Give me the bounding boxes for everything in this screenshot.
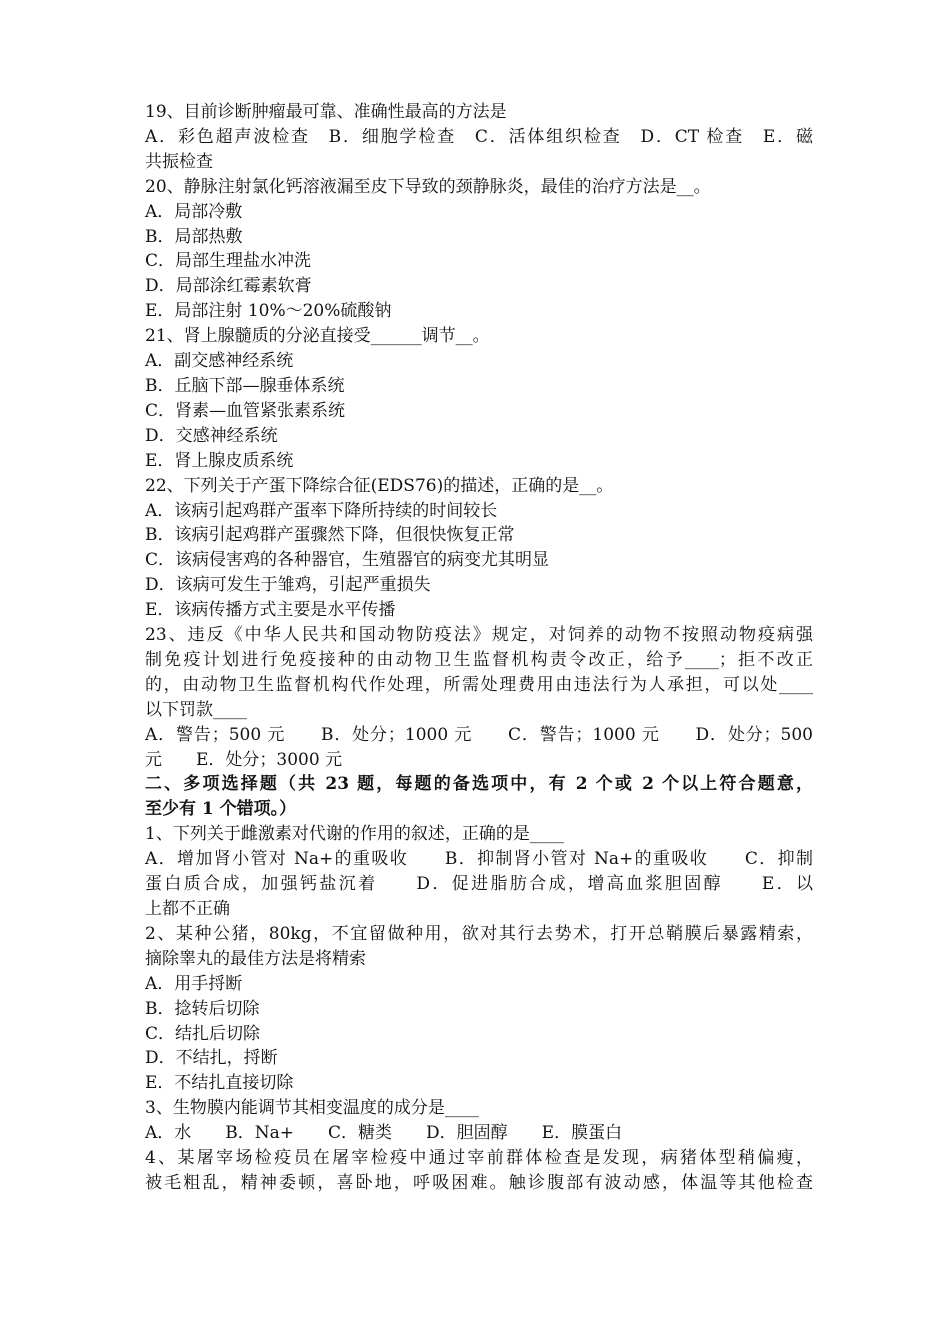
question-20-option-d: D．局部涂红霉素软膏	[145, 276, 312, 297]
question-21-option-a: A．副交感神经系统	[145, 351, 294, 372]
question-22-option-b: B．该病引起鸡群产蛋骤然下降，但很快恢复正常	[145, 525, 515, 546]
mq-3-stem: 3、生物膜内能调节其相变温度的成分是____	[145, 1098, 479, 1119]
mq-2-option-a: A．用手捋断	[145, 973, 243, 994]
question-21-option-b: B．丘脑下部—腺垂体系统	[145, 375, 345, 396]
mq-1-options-line-1: A．增加肾小管对 Na+的重吸收 B．抑制肾小管对 Na+的重吸收 C．抑制	[145, 849, 813, 870]
mq-4-stem-line-1: 4、某屠宰场检疫员在屠宰检疫中通过宰前群体检查是发现，病猪体型稍偏瘦，	[145, 1148, 813, 1169]
mq-2-option-c: C．结扎后切除	[145, 1023, 261, 1044]
question-23-options: A．警告；500 元 B．处分；1000 元 C．警告；1000 元 D．处分；500	[145, 724, 813, 745]
question-21-option-d: D．交感神经系统	[145, 425, 278, 446]
question-20-option-b: B．局部热敷	[145, 226, 243, 247]
question-22-option-e: E．该病传播方式主要是水平传播	[145, 600, 396, 621]
question-19-stem: 19、目前诊断肿瘤最可靠、准确性最高的方法是	[145, 102, 507, 122]
mq-1-stem: 1、下列关于雌激素对代谢的作用的叙述，正确的是____	[145, 824, 564, 845]
question-22-option-c: C．该病侵害鸡的各种器官，生殖器官的病变尤其明显	[145, 550, 550, 571]
question-20-option-c: C．局部生理盐水冲洗	[145, 251, 312, 272]
question-22-option-a: A．该病引起鸡群产蛋率下降所持续的时间较长	[145, 500, 498, 521]
mq-2-option-e: E．不结扎直接切除	[145, 1073, 294, 1094]
mq-2-stem-line-1: 2、某种公猪，80kg，不宜留做种用，欲对其行去势术，打开总鞘膜后暴露精索，	[145, 923, 813, 944]
mq-2-stem-line-2: 摘除睾丸的最佳方法是将精索	[145, 948, 366, 969]
mq-2-option-b: B．捻转后切除	[145, 998, 260, 1019]
question-23-stem-line-1: 23、违反《中华人民共和国动物防疫法》规定，对饲养的动物不按照动物疫病强	[145, 625, 813, 646]
question-20-stem: 20、静脉注射氯化钙溶液漏至皮下导致的颈静脉炎，最佳的治疗方法是__。	[145, 176, 711, 197]
mq-4-stem-line-2: 被毛粗乱，精神委顿，喜卧地，呼吸困难。触诊腹部有波动感，体温等其他检查	[145, 1172, 813, 1193]
mq-1-options-line-2: 蛋白质合成，加强钙盐沉着 D．促进脂肪合成，增高血浆胆固醇 E．以	[145, 874, 813, 895]
question-19-options: A．彩色超声波检查 B．细胞学检查 C．活体组织检查 D．CT 检查 E．磁	[145, 126, 813, 147]
question-21-option-c: C．肾素—血管紧张素系统	[145, 400, 346, 421]
section-heading-line-1: 二、多项选择题（共 23 题，每题的备选项中，有 2 个或 2 个以上符合题意，	[145, 774, 813, 795]
mq-3-options: A．水 B．Na+ C．糖类 D．胆固醇 E．膜蛋白	[145, 1123, 623, 1144]
question-23-stem-line-4: 以下罚款____	[145, 699, 247, 720]
mq-1-options-line-3: 上都不正确	[145, 899, 230, 919]
question-23-stem-line-2: 制免疫计划进行免疫接种的由动物卫生监督机构责令改正，给予____；拒不改正	[145, 649, 813, 670]
question-19-options-cont: 共振检查	[145, 151, 213, 172]
question-21-stem: 21、肾上腺髓质的分泌直接受______调节__。	[145, 326, 490, 347]
question-20-option-e: E．局部注射 10%～20%硫酸钠	[145, 301, 392, 322]
question-21-option-e: E．肾上腺皮质系统	[145, 450, 294, 471]
question-23-stem-line-3: 的，由动物卫生监督机构代作处理，所需处理费用由违法行为人承担，可以处____	[145, 674, 813, 695]
mq-2-option-d: D．不结扎，捋断	[145, 1048, 278, 1069]
question-23-options-cont: 元 E．处分；3000 元	[145, 749, 343, 770]
section-heading-line-2: 至少有 1 个错项。）	[145, 799, 297, 820]
question-20-option-a: A．局部冷敷	[145, 201, 243, 222]
question-22-stem: 22、下列关于产蛋下降综合征(EDS76)的描述，正确的是__。	[145, 475, 614, 496]
question-22-option-d: D．该病可发生于雏鸡，引起严重损失	[145, 575, 431, 596]
document-page	[145, 100, 813, 1196]
